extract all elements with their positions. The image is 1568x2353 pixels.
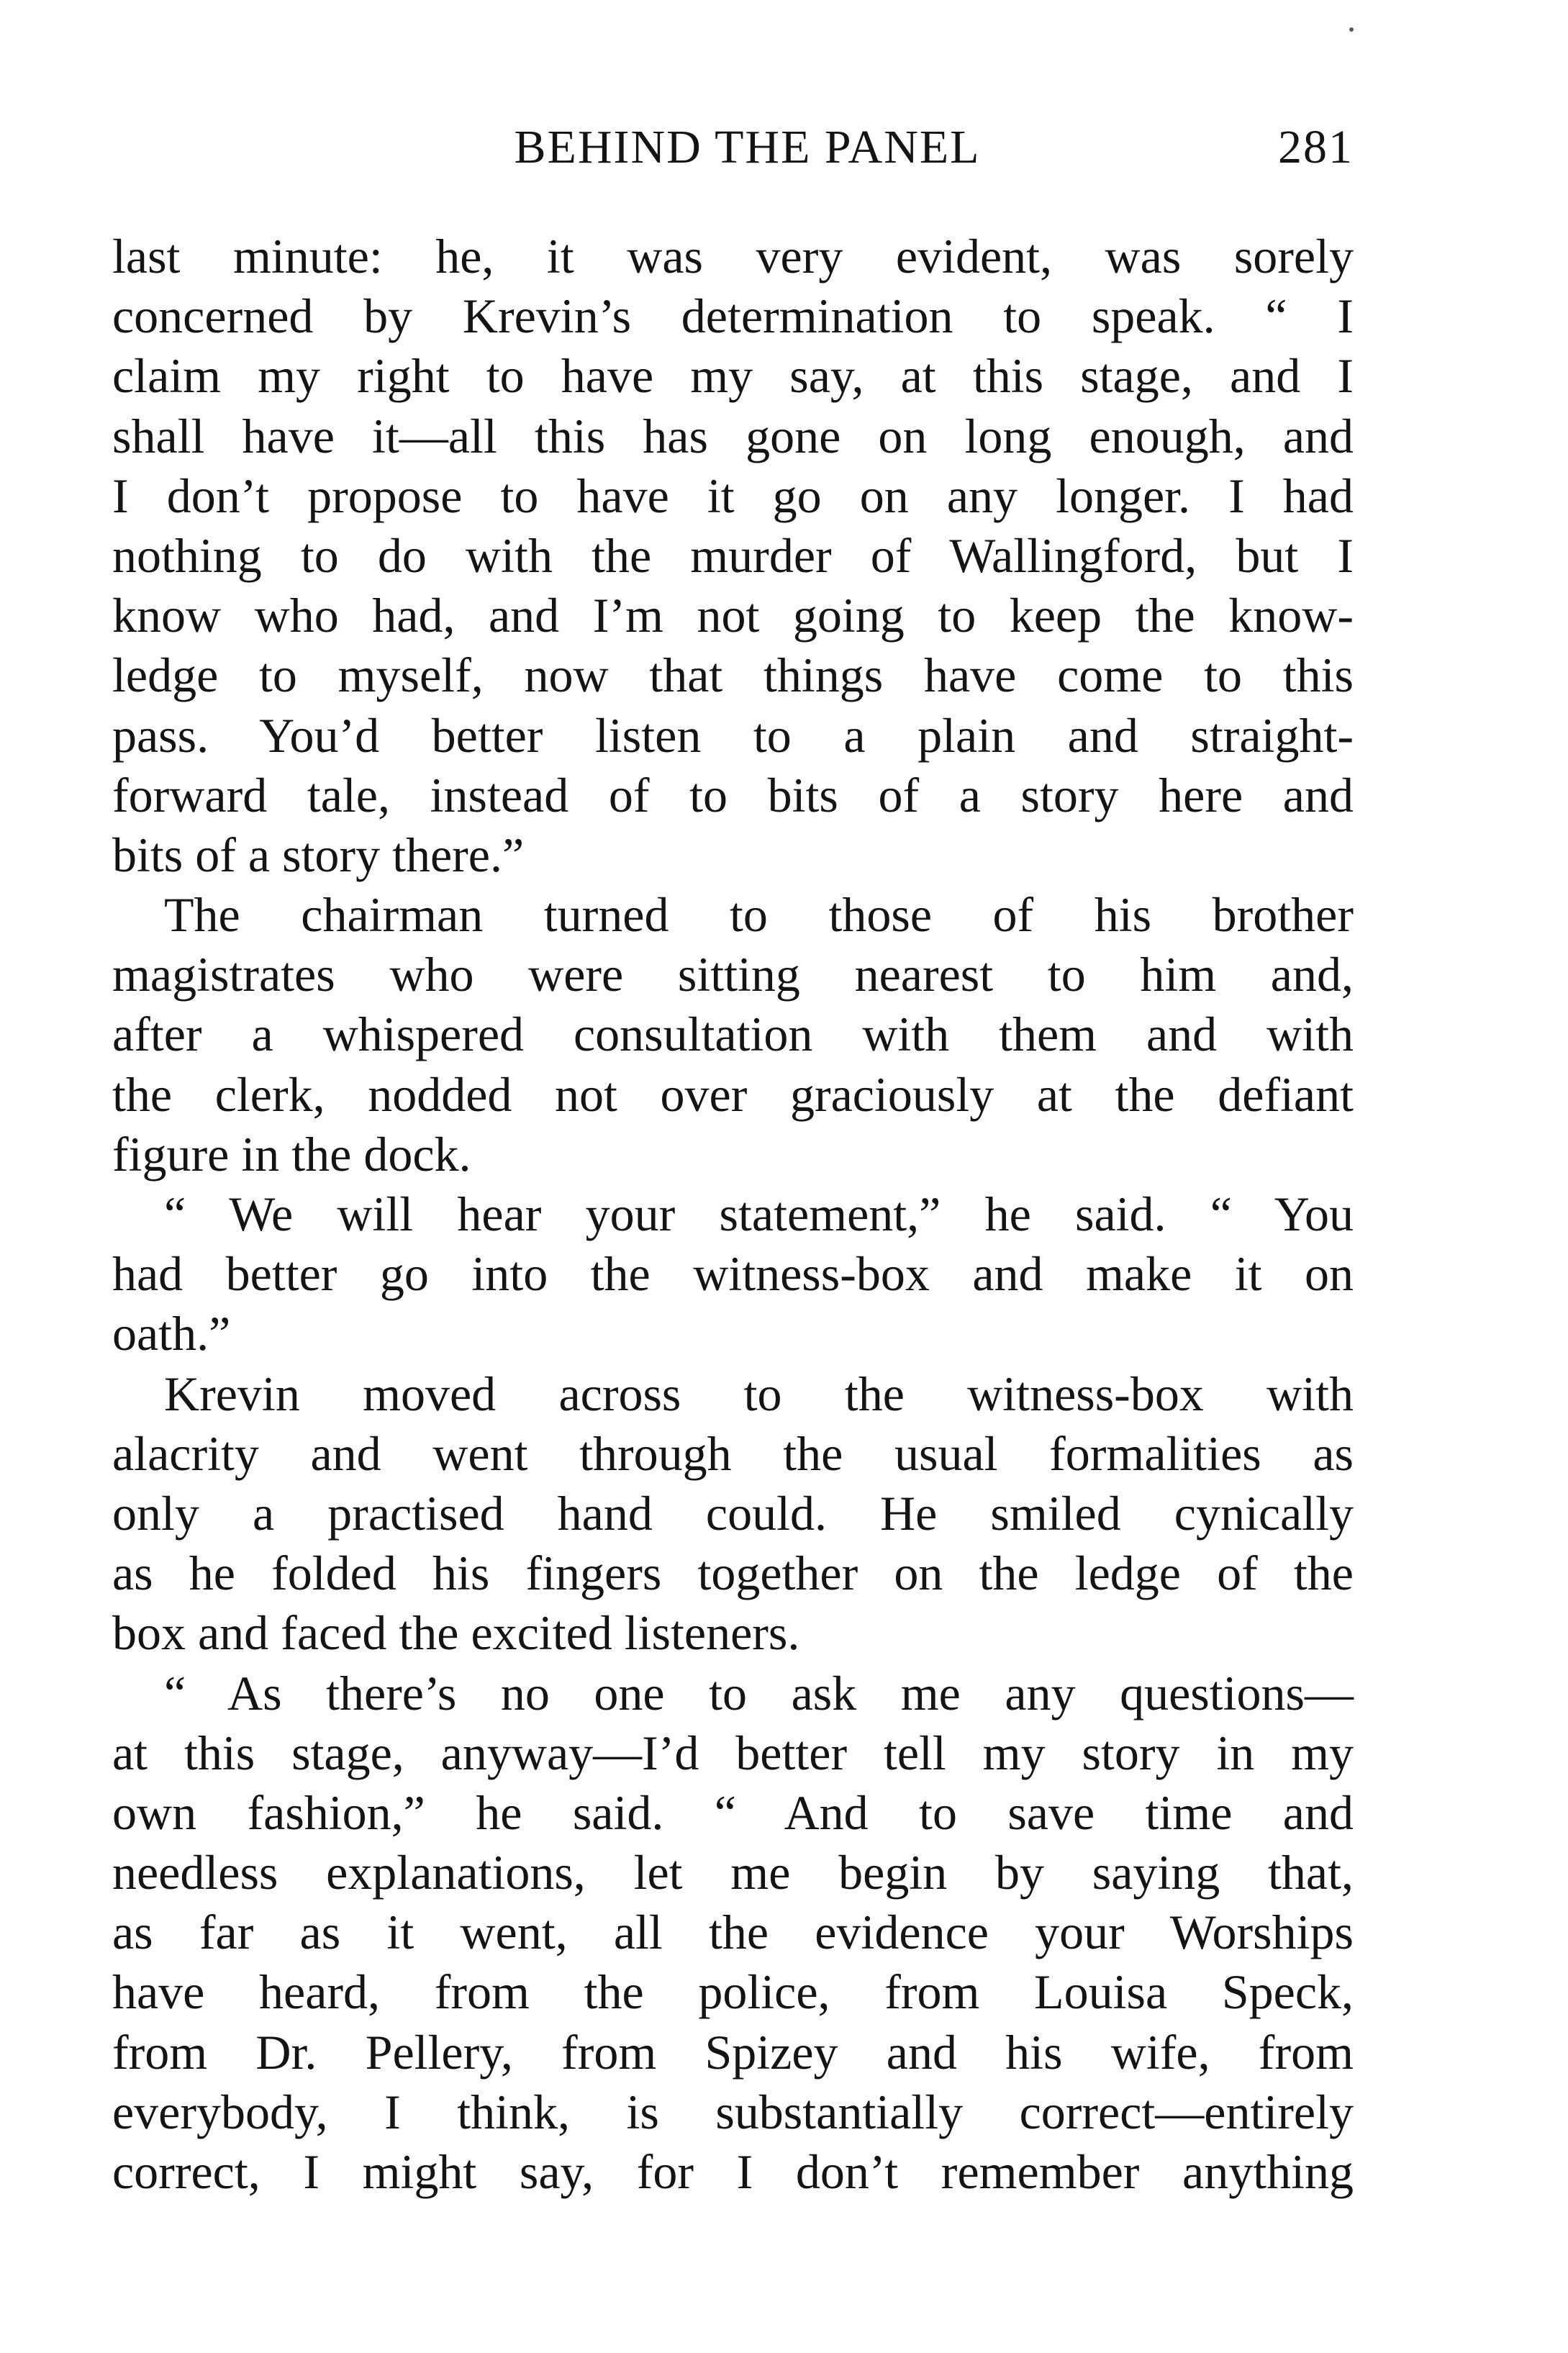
text-line: nothing to do with the murder of Wallingford, but I	[112, 527, 1354, 583]
text-line: ledge to myself, now that things have come to this	[112, 648, 1354, 703]
text-line: Krevin moved across to the witness-box with	[164, 1366, 1354, 1421]
text-line: last minute: he, it was very evident, was sorely	[112, 229, 1354, 284]
print-speck	[1349, 27, 1354, 32]
text-line: needless explanations, let me begin by saying that,	[112, 1845, 1354, 1900]
text-line: concerned by Krevin’s determination to speak. “ I	[112, 289, 1354, 344]
text-line: oath.”	[112, 1306, 231, 1361]
text-line: only a practised hand could. He smiled cynically	[112, 1485, 1354, 1541]
text-line: had better go into the witness-box and make it on	[112, 1246, 1354, 1302]
text-line: shall have it—all this has gone on long enough, and	[112, 408, 1354, 463]
text-line: bits of a story there.”	[112, 827, 525, 882]
text-line: own fashion,” he said. “ And to save time and	[112, 1785, 1354, 1840]
text-line: correct, I might say, for I don’t remember anything	[112, 2144, 1354, 2199]
paragraph	[112, 227, 1354, 885]
paragraph	[112, 1364, 1354, 1664]
paragraph	[112, 885, 1354, 1184]
text-line: “ As there’s no one to ask me any questions—	[164, 1665, 1354, 1720]
text-line: alacrity and went through the usual formalities as	[112, 1425, 1354, 1481]
text-line: have heard, from the police, from Louisa Speck,	[112, 1964, 1354, 2020]
text-line: at this stage, anyway—I’d better tell my story in my	[112, 1725, 1354, 1780]
text-line: box and faced the excited listeners.	[112, 1605, 800, 1661]
running-head	[112, 115, 1354, 180]
text-line: as he folded his fingers together on the ledge of the	[112, 1546, 1354, 1601]
text-line: magistrates who were sitting nearest to him and,	[112, 947, 1354, 1002]
text-line: “ We will hear your statement,” he said. “ You	[164, 1187, 1354, 1241]
text-line: figure in the dock.	[112, 1126, 471, 1182]
text-line: after a whispered consultation with them and with	[112, 1007, 1354, 1062]
text-line: The chairman turned to those of his brother	[164, 887, 1354, 943]
body-text	[112, 227, 1354, 2202]
text-line: as far as it went, all the evidence your Worships	[112, 1905, 1354, 1960]
text-line: know who had, and I’m not going to keep the know-	[112, 588, 1354, 643]
paragraph	[112, 1184, 1354, 1364]
text-line: claim my right to have my say, at this stage, and I	[112, 348, 1354, 404]
text-line: the clerk, nodded not over graciously at the defiant	[112, 1066, 1354, 1122]
text-line: pass. You’d better listen to a plain and straight-	[112, 707, 1354, 763]
text-line: from Dr. Pellery, from Spizey and his wife, from	[112, 2024, 1354, 2080]
paragraph	[112, 1664, 1354, 2203]
page-number: 281	[1278, 121, 1354, 173]
running-title: BEHIND THE PANEL	[514, 121, 981, 173]
text-line: forward tale, instead of to bits of a story here and	[112, 767, 1354, 822]
text-line: everybody, I think, is substantially correct—entirely	[112, 2084, 1354, 2139]
text-line: I don’t propose to have it go on any longer. I had	[112, 468, 1354, 523]
